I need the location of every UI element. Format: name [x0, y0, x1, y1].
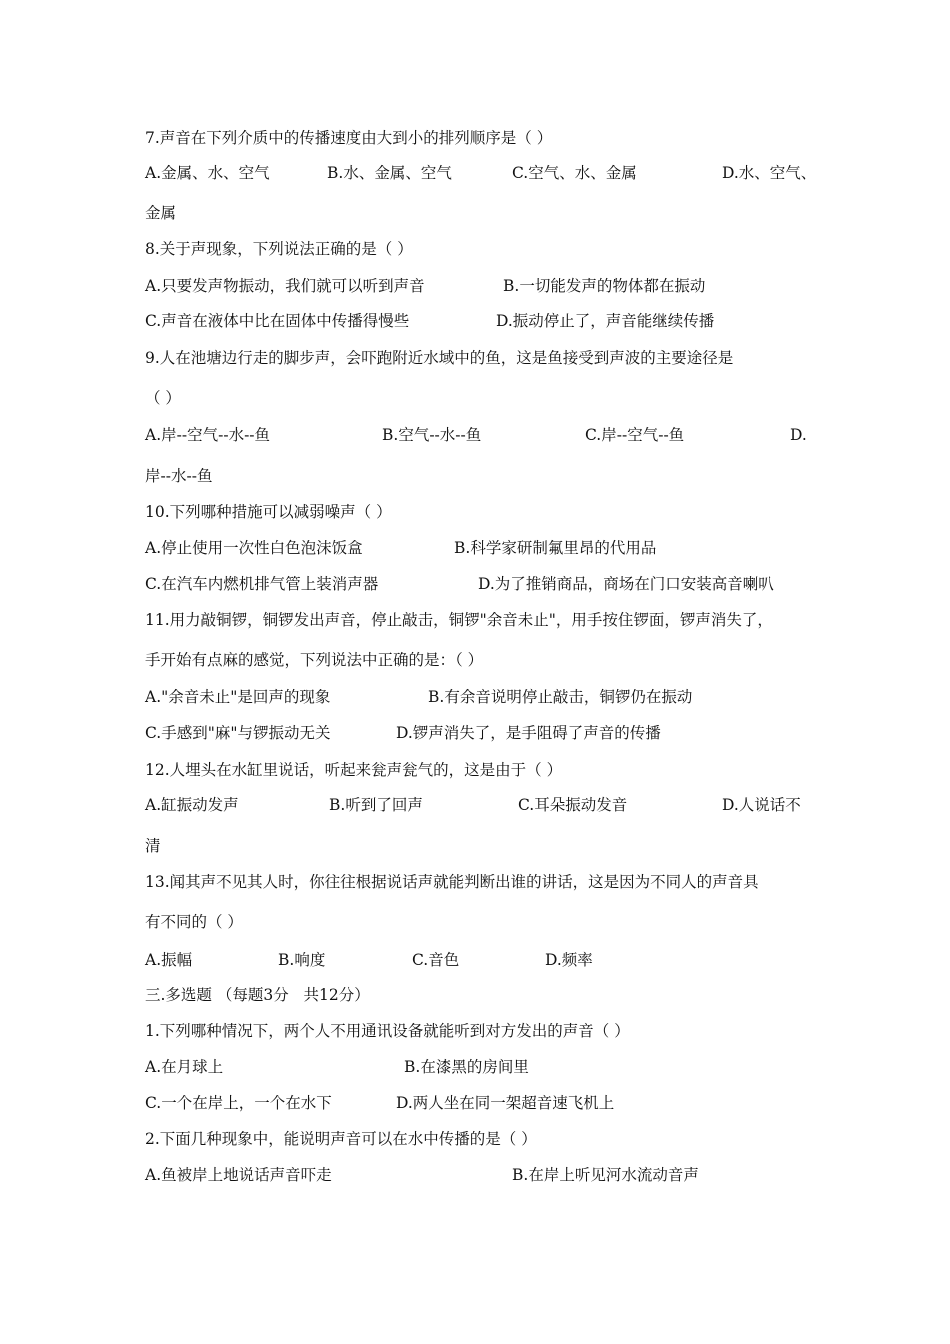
- q9-option-d-wrap: 岸--水--鱼: [145, 467, 213, 485]
- m1-option-b: B.在漆黑的房间里: [404, 1058, 529, 1076]
- q11-stem-wrap: 手开始有点麻的感觉，下列说法中正确的是：（ ）: [145, 651, 484, 669]
- q10-option-a: A.停止使用一次性白色泡沫饭盒: [145, 539, 363, 557]
- q11-option-c: C.手感到"麻"与锣振动无关: [145, 724, 331, 742]
- q11-stem: 11.用力敲铜锣，铜锣发出声音，停止敲击，铜锣"余音未止"，用手按住锣面，锣声消失了，: [145, 611, 773, 629]
- q8-option-c: C.声音在液体中比在固体中传播得慢些: [145, 312, 410, 330]
- q13-stem-wrap: 有不同的（ ）: [145, 913, 243, 931]
- m2-option-b: B.在岸上听见河水流动音声: [512, 1166, 699, 1184]
- m1-stem: 1.下列哪种情况下，两个人不用通讯设备就能听到对方发出的声音（ ）: [145, 1022, 630, 1040]
- q12-option-b: B.听到了回声: [329, 796, 423, 814]
- q13-option-d: D.频率: [545, 951, 593, 969]
- q10-stem: 10.下列哪种措施可以减弱噪声（ ）: [145, 503, 392, 521]
- q11-option-d: D.锣声消失了，是手阻碍了声音的传播: [396, 724, 661, 742]
- q9-option-b: B.空气--水--鱼: [382, 426, 482, 444]
- q13-stem: 13.闻其声不见其人时，你往往根据说话声就能判断出谁的讲话，这是因为不同人的声音具: [145, 873, 759, 891]
- q8-option-d: D.振动停止了，声音能继续传播: [496, 312, 715, 330]
- m2-stem: 2.下面几种现象中，能说明声音可以在水中传播的是（ ）: [145, 1130, 537, 1148]
- q9-stem: 9.人在池塘边行走的脚步声，会吓跑附近水域中的鱼，这是鱼接受到声波的主要途径是: [145, 349, 734, 367]
- m1-option-d: D.两人坐在同一架超音速飞机上: [396, 1094, 615, 1112]
- q13-option-c: C.音色: [412, 951, 460, 969]
- q10-option-b: B.科学家研制氟里昂的代用品: [454, 539, 657, 557]
- m1-option-a: A.在月球上: [145, 1058, 224, 1076]
- q8-option-a: A.只要发声物振动，我们就可以听到声音: [145, 277, 425, 295]
- q7-option-d: D.水、空气、: [722, 164, 817, 182]
- q13-option-a: A.振幅: [145, 951, 193, 969]
- q11-option-a: A."余音未止"是回声的现象: [145, 688, 331, 706]
- q10-option-c: C.在汽车内燃机排气管上装消声器: [145, 575, 379, 593]
- q9-stem-wrap: （ ）: [145, 389, 181, 407]
- m2-option-a: A.鱼被岸上地说话声音吓走: [145, 1166, 332, 1184]
- q10-option-d: D.为了推销商品，商场在门口安装高音喇叭: [478, 575, 774, 593]
- q7-stem: 7.声音在下列介质中的传播速度由大到小的排列顺序是（ ）: [145, 129, 553, 147]
- q8-stem: 8.关于声现象，下列说法正确的是（ ）: [145, 240, 413, 258]
- q9-option-c: C.岸--空气--鱼: [585, 426, 685, 444]
- q11-option-b: B.有余音说明停止敲击，铜锣仍在振动: [428, 688, 693, 706]
- q9-option-d: D.: [790, 426, 807, 444]
- q7-option-d-wrap: 金属: [145, 204, 177, 222]
- q12-option-d: D.人说话不: [722, 796, 801, 814]
- q12-option-d-wrap: 清: [145, 837, 161, 855]
- section-3-heading: 三.多选题 （每题3分 共12分）: [145, 986, 370, 1004]
- q12-option-c: C.耳朵振动发音: [518, 796, 628, 814]
- q9-option-a: A.岸--空气--水--鱼: [145, 426, 271, 444]
- q7-option-c: C.空气、水、金属: [512, 164, 637, 182]
- q12-option-a: A.缸振动发声: [145, 796, 239, 814]
- q7-option-a: A.金属、水、空气: [145, 164, 270, 182]
- q13-option-b: B.响度: [278, 951, 326, 969]
- q8-option-b: B.一切能发声的物体都在振动: [503, 277, 706, 295]
- q12-stem: 12.人埋头在水缸里说话，听起来瓮声瓮气的，这是由于（ ）: [145, 761, 563, 779]
- m1-option-c: C.一个在岸上，一个在水下: [145, 1094, 332, 1112]
- q7-option-b: B.水、金属、空气: [327, 164, 452, 182]
